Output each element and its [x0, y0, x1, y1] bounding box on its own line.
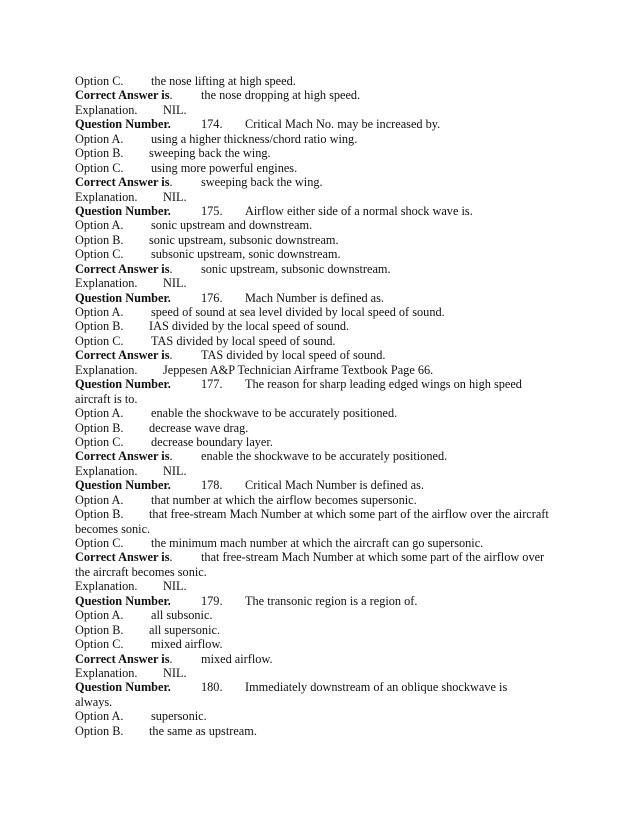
question-text: Critical Mach Number is defined as.	[245, 478, 424, 493]
option-label: Option A.	[75, 218, 124, 233]
option-line	[75, 536, 575, 550]
correct-answer-text: sonic upstream, subsonic downstream.	[201, 261, 391, 276]
explanation-text: NIL.	[163, 579, 187, 594]
explanation-line	[75, 666, 575, 680]
correct-answer-line	[75, 550, 575, 564]
option-line	[75, 161, 575, 175]
question-text: Immediately downstream of an oblique shockwave is	[245, 680, 508, 695]
explanation-label: Explanation.	[75, 362, 138, 377]
option-line	[75, 247, 575, 261]
option-text: the minimum mach number at which the aircraft can go supersonic.	[151, 536, 484, 550]
option-text: supersonic.	[151, 709, 207, 724]
question-number: 178.	[201, 478, 223, 493]
option-text: TAS divided by local speed of sound.	[151, 333, 336, 348]
question-line	[75, 594, 575, 608]
option-text: that number at which the airflow becomes supersonic.	[151, 492, 417, 507]
option-text: using a higher thickness/chord ratio wing.	[151, 131, 358, 146]
option-line	[75, 319, 575, 333]
option-line	[75, 74, 575, 88]
option-line	[75, 493, 575, 507]
question-line	[75, 204, 575, 218]
question-line	[75, 680, 575, 694]
option-line	[75, 435, 575, 449]
question-list	[75, 74, 575, 738]
question-label: Question Number.	[75, 478, 171, 493]
explanation-line	[75, 579, 575, 593]
option-text: sweeping back the wing.	[149, 146, 271, 161]
explanation-text: NIL.	[163, 276, 187, 291]
explanation-line	[75, 103, 575, 117]
option-line	[75, 218, 575, 232]
question-number: 176.	[201, 290, 223, 305]
option-label: Option A.	[75, 709, 124, 724]
option-line	[75, 608, 575, 622]
explanation-text: NIL.	[163, 665, 187, 680]
question-text: The reason for sharp leading edged wings on high speed	[245, 377, 522, 392]
question-text: Mach Number is defined as.	[245, 290, 384, 305]
explanation-label: Explanation.	[75, 463, 138, 478]
correct-answer-label: Correct Answer is	[75, 88, 170, 103]
option-label: Option B.	[75, 420, 124, 435]
question-label: Question Number.	[75, 203, 171, 218]
correct-answer-text: mixed airflow.	[201, 651, 273, 666]
correct-answer-text: that free-stream Mach Number at which some part of the airflow over	[201, 550, 545, 565]
option-text: subsonic upstream, sonic downstream.	[151, 247, 341, 262]
correct-answer-label: Correct Answer is	[75, 175, 170, 190]
correct-answer-dot: .	[169, 175, 173, 190]
correct-answer-text: TAS divided by local speed of sound.	[201, 348, 386, 363]
option-label: Option B.	[75, 232, 124, 247]
option-label: Option C.	[75, 247, 124, 262]
explanation-label: Explanation.	[75, 102, 138, 117]
continuation-line: always.	[75, 694, 113, 709]
option-text: sonic upstream and downstream.	[151, 218, 313, 233]
question-line	[75, 291, 575, 305]
explanation-line	[75, 276, 575, 290]
option-line	[75, 334, 575, 348]
option-label: Option C.	[75, 333, 124, 348]
option-line	[75, 637, 575, 651]
question-text: Airflow either side of a normal shock wave is.	[245, 203, 473, 218]
continuation-line: the aircraft becomes sonic.	[75, 564, 207, 579]
correct-answer-label: Correct Answer is	[75, 348, 170, 363]
option-text: mixed airflow.	[151, 637, 223, 652]
correct-answer-label-group	[75, 550, 201, 564]
correct-answer-label-group	[75, 652, 201, 666]
option-label: Option C.	[75, 434, 124, 449]
option-label: Option A.	[75, 406, 124, 421]
question-label: Question Number.	[75, 377, 171, 392]
correct-answer-label-group	[75, 449, 201, 463]
correct-answer-label-group	[75, 262, 201, 276]
explanation-text: NIL.	[163, 102, 187, 117]
option-text: decrease wave drag.	[149, 420, 249, 435]
option-line	[75, 709, 575, 723]
option-line	[75, 233, 575, 247]
question-label: Question Number.	[75, 117, 171, 132]
correct-answer-dot: .	[169, 261, 173, 276]
correct-answer-line	[75, 88, 575, 102]
option-label: Option C.	[75, 536, 124, 550]
question-number: 177.	[201, 377, 223, 392]
explanation-line	[75, 190, 575, 204]
correct-answer-text: enable the shockwave to be accurately positioned.	[201, 449, 448, 464]
correct-answer-line	[75, 652, 575, 666]
option-text: all subsonic.	[151, 608, 213, 623]
correct-answer-label-group	[75, 88, 201, 102]
explanation-label: Explanation.	[75, 579, 138, 594]
option-line	[75, 146, 575, 160]
option-text: speed of sound at sea level divided by local speed of sound.	[151, 305, 445, 319]
question-number: 180.	[201, 680, 223, 695]
correct-answer-line	[75, 262, 575, 276]
correct-answer-line	[75, 348, 575, 362]
option-label: Option C.	[75, 160, 124, 175]
option-label: Option A.	[75, 305, 124, 319]
option-line	[75, 406, 575, 420]
correct-answer-line	[75, 449, 575, 463]
option-line	[75, 421, 575, 435]
correct-answer-label-group	[75, 175, 201, 189]
correct-answer-text: sweeping back the wing.	[201, 175, 323, 190]
option-text: all supersonic.	[149, 622, 221, 637]
option-text: sonic upstream, subsonic downstream.	[149, 232, 339, 247]
correct-answer-dot: .	[169, 550, 173, 565]
question-number: 179.	[201, 593, 223, 608]
correct-answer-label: Correct Answer is	[75, 651, 170, 666]
continuation-line: aircraft is to.	[75, 391, 138, 406]
correct-answer-line	[75, 175, 575, 189]
option-text: that free-stream Mach Number at which some part of the airflow over the aircraft	[149, 507, 549, 522]
question-text: The transonic region is a region of.	[245, 593, 418, 608]
option-text: decrease boundary layer.	[151, 434, 273, 449]
option-label: Option A.	[75, 608, 124, 623]
option-label: Option B.	[75, 622, 124, 637]
correct-answer-dot: .	[169, 449, 173, 464]
question-line	[75, 117, 575, 131]
explanation-line	[75, 464, 575, 478]
explanation-text: Jeppesen A&P Technician Airframe Textbook Page 66.	[163, 362, 434, 377]
continuation-line: becomes sonic.	[75, 521, 151, 536]
question-number: 175.	[201, 203, 223, 218]
option-line	[75, 623, 575, 637]
explanation-text: NIL.	[163, 189, 187, 204]
correct-answer-dot: .	[169, 348, 173, 363]
option-label: Option C.	[75, 74, 124, 88]
option-text: IAS divided by the local speed of sound.	[149, 319, 350, 334]
question-text: Critical Mach No. may be increased by.	[245, 117, 441, 132]
option-label: Option A.	[75, 131, 124, 146]
explanation-text: NIL.	[163, 463, 187, 478]
option-label: Option A.	[75, 492, 124, 507]
question-label: Question Number.	[75, 290, 171, 305]
option-label: Option C.	[75, 637, 124, 652]
question-line	[75, 478, 575, 492]
explanation-label: Explanation.	[75, 189, 138, 204]
option-label: Option B.	[75, 146, 124, 161]
option-label: Option B.	[75, 319, 124, 334]
option-line	[75, 507, 575, 521]
option-label: Option B.	[75, 507, 124, 522]
question-label: Question Number.	[75, 680, 171, 695]
question-label: Question Number.	[75, 593, 171, 608]
option-text: the nose lifting at high speed.	[151, 74, 296, 88]
explanation-label: Explanation.	[75, 276, 138, 291]
option-text: enable the shockwave to be accurately positioned.	[151, 406, 398, 421]
explanation-line	[75, 363, 575, 377]
correct-answer-dot: .	[169, 651, 173, 666]
option-label: Option B.	[75, 723, 124, 738]
question-number: 174.	[201, 117, 223, 132]
option-line	[75, 724, 575, 738]
correct-answer-label: Correct Answer is	[75, 449, 170, 464]
correct-answer-label-group	[75, 348, 201, 362]
correct-answer-text: the nose dropping at high speed.	[201, 88, 361, 103]
correct-answer-label: Correct Answer is	[75, 261, 170, 276]
option-text: using more powerful engines.	[151, 160, 298, 175]
question-line	[75, 377, 575, 391]
correct-answer-label: Correct Answer is	[75, 550, 170, 565]
correct-answer-dot: .	[169, 88, 173, 103]
option-line	[75, 132, 575, 146]
option-line	[75, 305, 575, 319]
option-text: the same as upstream.	[149, 723, 257, 738]
explanation-label: Explanation.	[75, 665, 138, 680]
